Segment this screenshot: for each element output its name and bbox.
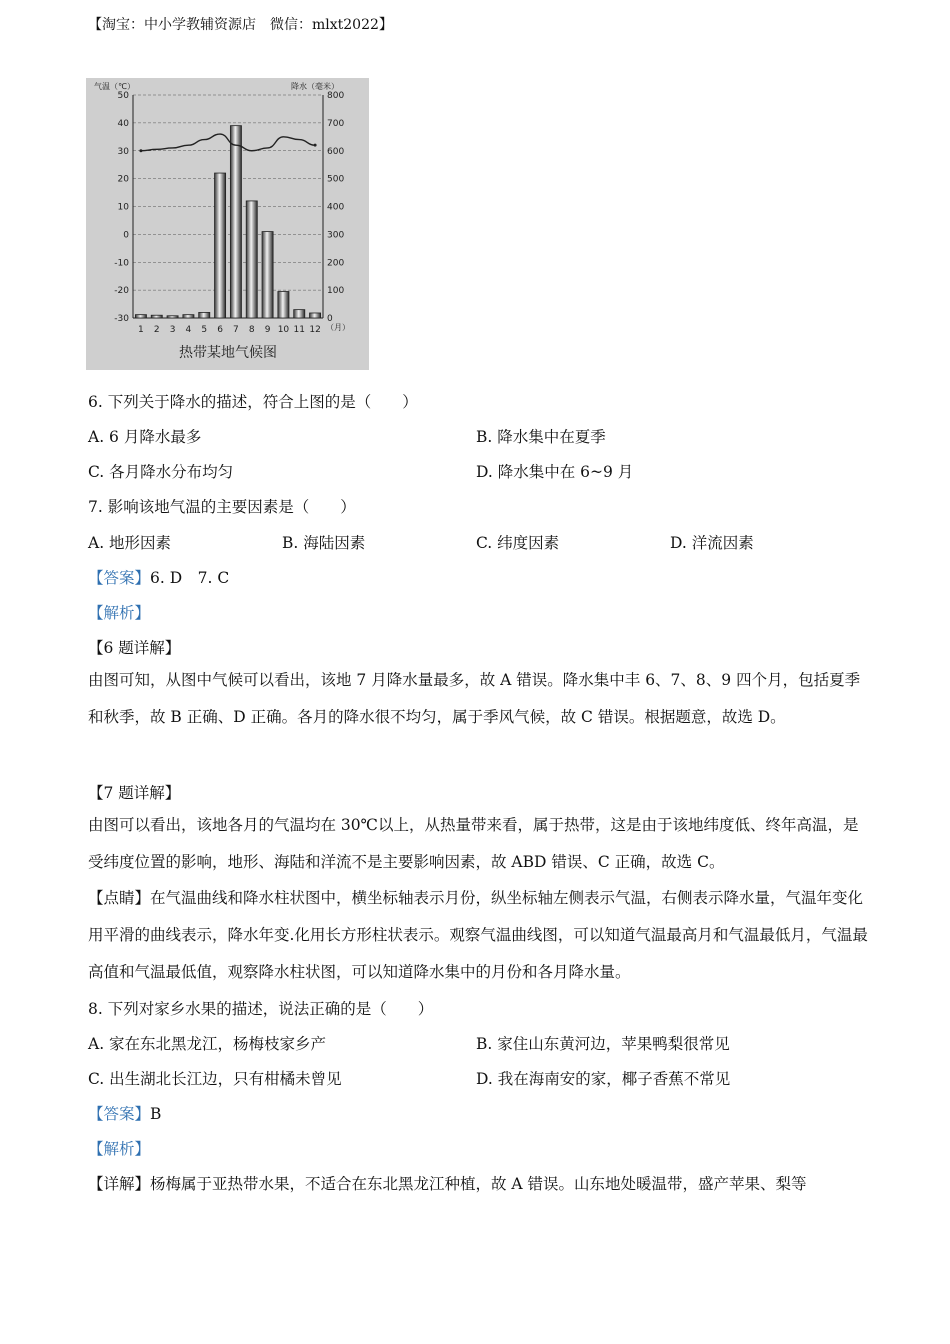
precip-bar	[230, 126, 241, 318]
month-label: 6	[217, 325, 223, 335]
temp-tick-label: 40	[117, 118, 129, 129]
precip-bar	[167, 316, 178, 318]
precip-tick-label: 0	[327, 314, 333, 324]
q6-option-a: A. 6 月降水最多	[88, 428, 202, 446]
month-label: 5	[201, 325, 208, 335]
q7-option-b: B. 海陆因素	[282, 534, 366, 552]
month-label: 2	[153, 325, 160, 335]
precip-bar	[310, 313, 321, 318]
temp-tick-label: -20	[114, 286, 129, 297]
temp-tick-label: 50	[117, 91, 129, 101]
temp-tick-label: 10	[117, 202, 129, 213]
key-points-text: 【点睛】在气温曲线和降水柱状图中，横坐标轴表示月份，纵坐标轴左侧表示气温，右侧表示降水量，气温年变化用平滑的曲线表示，降水年变.化用长方形柱状表示。观察气温曲线图，可以知道气温最高月和气温最低月，气温最高值和气温最低值，观察降水柱状图，可以知道降水集中的月份和各月降水量。	[88, 889, 868, 981]
q8-option-d: D. 我在海南安的家，椰子香蕉不常见	[476, 1070, 731, 1088]
precip-bar	[262, 232, 273, 318]
temperature-line-start	[139, 149, 142, 152]
precip-bar	[246, 201, 257, 318]
x-unit-label: （月）	[326, 323, 350, 332]
month-label: 10	[277, 325, 290, 335]
q8-option-a: A. 家在东北黑龙江，杨梅枝家乡产	[88, 1035, 327, 1053]
month-label: 3	[169, 325, 176, 335]
climate-chart	[86, 78, 369, 370]
month-label: 7	[233, 325, 239, 335]
analysis-tag: 【解析】	[88, 1140, 151, 1158]
q7-option-d: D. 洋流因素	[670, 534, 754, 552]
detail-7-title: 【7 题详解】	[88, 784, 181, 802]
climate-chart-svg	[86, 78, 369, 370]
detail-8-text: 【详解】杨梅属于亚热带水果，不适合在东北黑龙江种植，故 A 错误。山东地处暖温带，盛产苹果、梨等	[88, 1175, 807, 1193]
q6-option-c: C. 各月降水分布均匀	[88, 463, 234, 481]
chart-title: 热带某地气候图	[179, 345, 277, 361]
month-label: 8	[248, 325, 255, 335]
q8-option-b: B. 家住山东黄河边，苹果鸭梨很常见	[476, 1035, 730, 1053]
temp-tick-label: 30	[117, 146, 129, 157]
y-left-label: 气温（℃）	[94, 82, 135, 91]
q6-option-d: D. 降水集中在 6~9 月	[476, 463, 634, 481]
month-label: 9	[264, 325, 271, 335]
detail-6-text: 由图可知，从图中气候可以看出，该地 7 月降水量最多，故 A 错误。降水集中丰 6、7、8、9 四个月，包括夏季和秋季，故 B 正确、D 正确。各月的降水很不均匀，属于季风气候，故 C 错误。根据题意，故选 D。	[88, 671, 861, 726]
q6-option-b: B. 降水集中在夏季	[476, 428, 606, 446]
month-label: 4	[185, 325, 192, 335]
answer-tag: 【答案】	[88, 569, 151, 587]
q7-option-a: A. 地形因素	[88, 534, 172, 552]
answer-8	[88, 1102, 161, 1124]
answer-6-7	[88, 566, 229, 588]
detail-6-title: 【6 题详解】	[88, 639, 181, 657]
precip-bar	[151, 315, 162, 318]
q8-stem: 8. 下列对家乡水果的描述，说法正确的是（ ）	[88, 1000, 434, 1018]
y-right-label: 降水（毫米）	[291, 82, 339, 91]
temp-tick-label: 0	[123, 230, 129, 241]
precip-tick-label: 100	[327, 286, 345, 297]
q7-stem: 7. 影响该地气温的主要因素是（ ）	[88, 498, 356, 516]
temp-tick-label: -10	[114, 258, 129, 269]
precip-tick-label: 700	[327, 118, 345, 129]
month-label: 12	[309, 325, 321, 335]
q8-option-c: C. 出生湖北长江边，只有柑橘未曾见	[88, 1070, 342, 1088]
answer-text: B	[150, 1105, 162, 1123]
precip-tick-label: 400	[327, 202, 345, 213]
precip-tick-label: 200	[327, 258, 345, 269]
q7-option-c: C. 纬度因素	[476, 534, 560, 552]
q6-stem: 6. 下列关于降水的描述，符合上图的是（ ）	[88, 393, 418, 411]
precip-bar	[183, 315, 194, 318]
detail-7-text: 由图可以看出，该地各月的气温均在 30℃以上，从热量带来看，属于热带，这是由于该地纬度低、终年高温，是受纬度位置的影响，地形、海陆和洋流不是主要影响因素，故 ABD 错误、C 正确，故选 C。	[88, 816, 859, 871]
precip-bar	[135, 315, 146, 318]
page-header: 【淘宝：中小学教辅资源店 微信：mlxt2022】	[88, 17, 393, 33]
precip-tick-label: 600	[327, 146, 345, 157]
precip-bar	[199, 312, 210, 318]
temp-tick-label: 20	[117, 174, 129, 185]
month-label: 1	[138, 325, 144, 335]
analysis-tag: 【解析】	[88, 604, 151, 622]
precip-bar	[215, 173, 226, 318]
precip-tick-label: 300	[327, 230, 345, 241]
temp-tick-label: -30	[114, 314, 129, 324]
answer-text: 6. D 7. C	[150, 569, 230, 587]
precip-tick-label: 800	[327, 91, 345, 101]
precip-bar	[278, 292, 289, 318]
month-label: 11	[293, 325, 305, 335]
temperature-line-end	[314, 144, 317, 147]
answer-tag: 【答案】	[88, 1105, 151, 1123]
precip-bar	[294, 310, 305, 318]
temperature-line	[141, 134, 315, 151]
precip-tick-label: 500	[327, 174, 345, 185]
